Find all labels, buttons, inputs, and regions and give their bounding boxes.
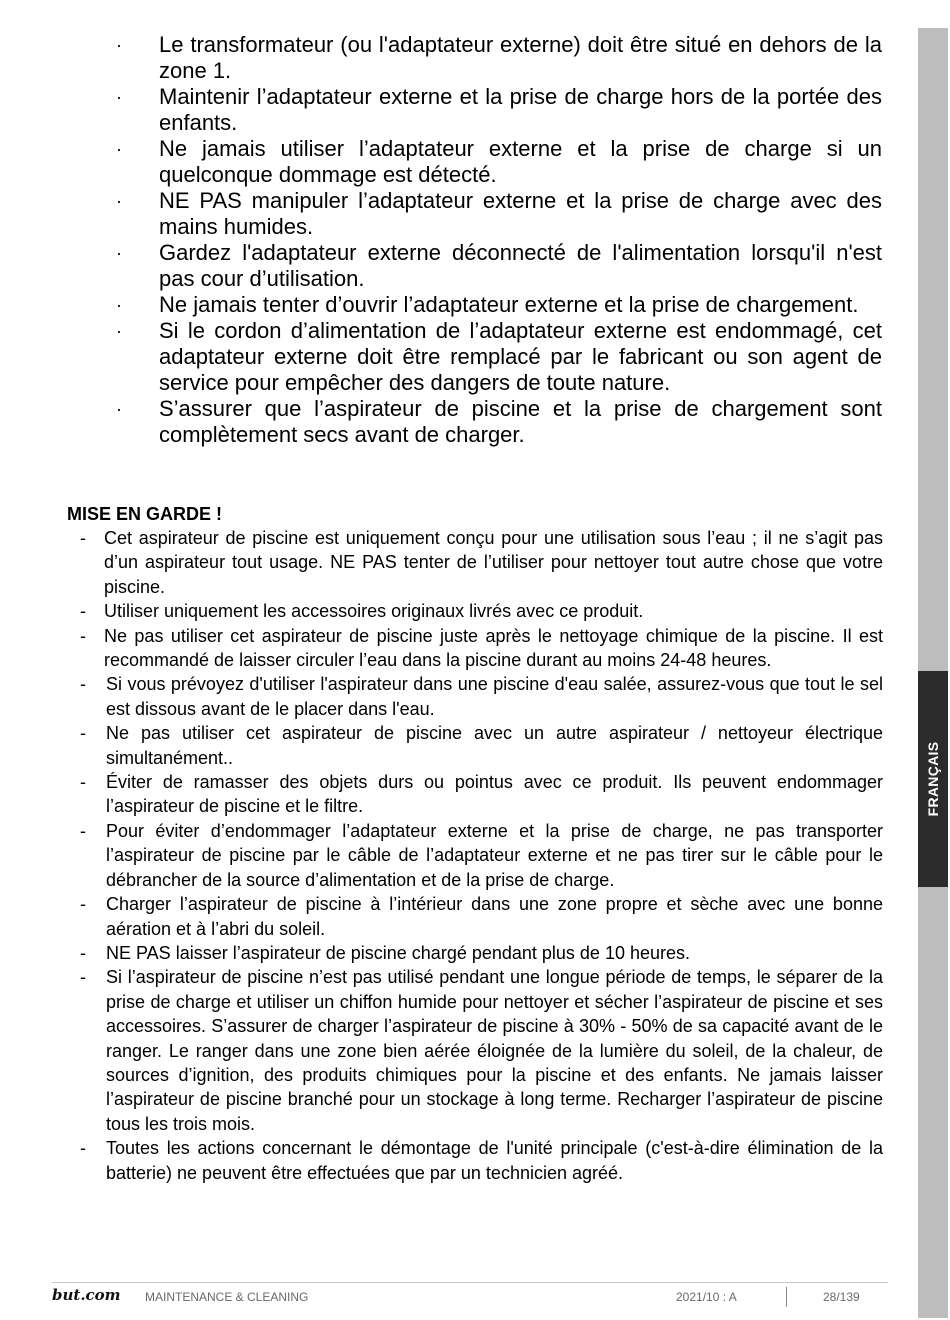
list-item: · Ne jamais tenter d’ouvrir l’adaptateur externe et la prise de chargement. — [116, 292, 859, 317]
dash-mark: - — [80, 894, 86, 915]
dash-mark: - — [80, 967, 86, 988]
list-item: · Le transformateur (ou l'adaptateur externe) doit être situé en dehors de la zone 1. — [116, 32, 882, 83]
safety-bullet-list — [116, 32, 882, 448]
list-item: - Utiliser uniquement les accessoires originaux livrés avec ce produit. — [80, 599, 883, 623]
dash-mark: - — [80, 601, 86, 622]
footer-revision: 2021/10 : A — [676, 1290, 737, 1304]
list-item: - Ne pas utiliser cet aspirateur de piscine juste après le nettoyage chimique de la piscine. Il est recommandé de laisser circuler l’eau dans la piscine durant au moins 24-48 heures. — [80, 625, 883, 671]
bullet-mark: · — [116, 139, 122, 159]
dash-mark: - — [80, 820, 86, 841]
list-item: · NE PAS manipuler l’adaptateur externe et la prise de charge avec des mains humides. — [116, 188, 882, 239]
list-item: - Toutes les actions concernant le démontage de l'unité principale (c'est-à-dire élimination de la batterie) ne peuvent être effectuées que par un technicien agréé. — [80, 1138, 883, 1183]
dash-mark: - — [80, 625, 86, 646]
footer-separator — [786, 1287, 787, 1307]
list-item: · Si le cordon d’alimentation de l’adaptateur externe est endommagé, cet adaptateur externe doit être remplacé par le fabricant ou son agent de service pour empêcher des dangers de toute nature. — [116, 318, 882, 395]
dash-mark: - — [80, 1138, 86, 1159]
dash-mark: - — [80, 528, 86, 548]
bullet-mark: · — [116, 35, 122, 55]
list-item: - Éviter de ramasser des objets durs ou pointus avec ce produit. Ils peuvent endommager l’aspirateur de piscine et le filtre. — [80, 772, 883, 817]
list-item: - Charger l’aspirateur de piscine à l’intérieur dans une zone propre et sèche avec une bonne aération et à l’abri du soleil. — [80, 894, 883, 939]
bullet-mark: · — [116, 295, 122, 315]
list-item: · S’assurer que l’aspirateur de piscine et la prise de chargement sont complètement secs avant de charger. — [116, 396, 882, 447]
language-tab — [918, 671, 948, 887]
warning-list — [80, 526, 883, 1185]
dash-mark: - — [80, 674, 86, 695]
bullet-mark: · — [116, 321, 122, 341]
language-tab-label: FRANÇAIS — [925, 741, 941, 817]
warning-title: MISE EN GARDE ! — [67, 504, 223, 524]
bullet-mark: · — [116, 243, 122, 263]
list-item: - NE PAS laisser l’aspirateur de piscine chargé pendant plus de 10 heures. — [80, 941, 883, 965]
bullet-mark: · — [116, 87, 122, 107]
list-item: · Maintenir l’adaptateur externe et la prise de charge hors de la portée des enfants. — [116, 84, 882, 135]
dash-mark: - — [80, 772, 86, 793]
list-item: - Si vous prévoyez d'utiliser l'aspirateur dans une piscine d'eau salée, assurez-vous que tout le sel est dissous avant de le placer dans l'eau. — [80, 674, 883, 719]
list-item: - Pour éviter d’endommager l’adaptateur externe et la prise de charge, ne pas transporter l’aspirateur de piscine par le câble de l’adaptateur externe et ne pas tirer sur le câble pour le débrancher de la source d’alimentation et de la prise de charge. — [80, 820, 883, 890]
footer-section: MAINTENANCE & CLEANING — [145, 1290, 309, 1304]
footer-page-number: 28/139 — [823, 1290, 860, 1304]
bullet-mark: · — [116, 399, 122, 419]
footer-divider — [52, 1282, 888, 1283]
list-item: - Cet aspirateur de piscine est uniquement conçu pour une utilisation sous l’eau ; il ne s’agit pas d’un aspirateur tout usage. NE PAS tenter de l’utiliser pour nettoyer tout autre chose que votre piscine. — [80, 528, 883, 597]
footer-logo: but.com — [52, 1286, 121, 1304]
list-item: - Si l’aspirateur de piscine n’est pas utilisé pendant une longue période de temps, le séparer de la prise de charge et utiliser un chiffon humide pour nettoyer et sécher l’aspirateur de piscine et ses accessoires. S’assurer de charger l’aspirateur de piscine à 30% - 50% de sa capacité avant de le ranger. Le ranger dans une zone bien aérée éloignée de la lumière du soleil, de la chaleur, de sources d’ignition, des produits chimiques pour la piscine et des enfants. Ne jamais laisser l’aspirateur de piscine branché pour un stockage à long terme. Recharger l’aspirateur de piscine tous les trois mois. — [80, 967, 883, 1134]
list-item: · Ne jamais utiliser l’adaptateur externe et la prise de charge si un quelconque dommage est détecté. — [116, 136, 882, 187]
dash-mark: - — [80, 942, 86, 963]
list-item: · Gardez l'adaptateur externe déconnecté de l'alimentation lorsqu'il n'est pas cour d’utilisation. — [116, 240, 882, 291]
bullet-mark: · — [116, 191, 122, 211]
list-item: - Ne pas utiliser cet aspirateur de piscine avec un autre aspirateur / nettoyeur électrique simultanément.. — [80, 723, 883, 768]
dash-mark: - — [80, 723, 86, 744]
